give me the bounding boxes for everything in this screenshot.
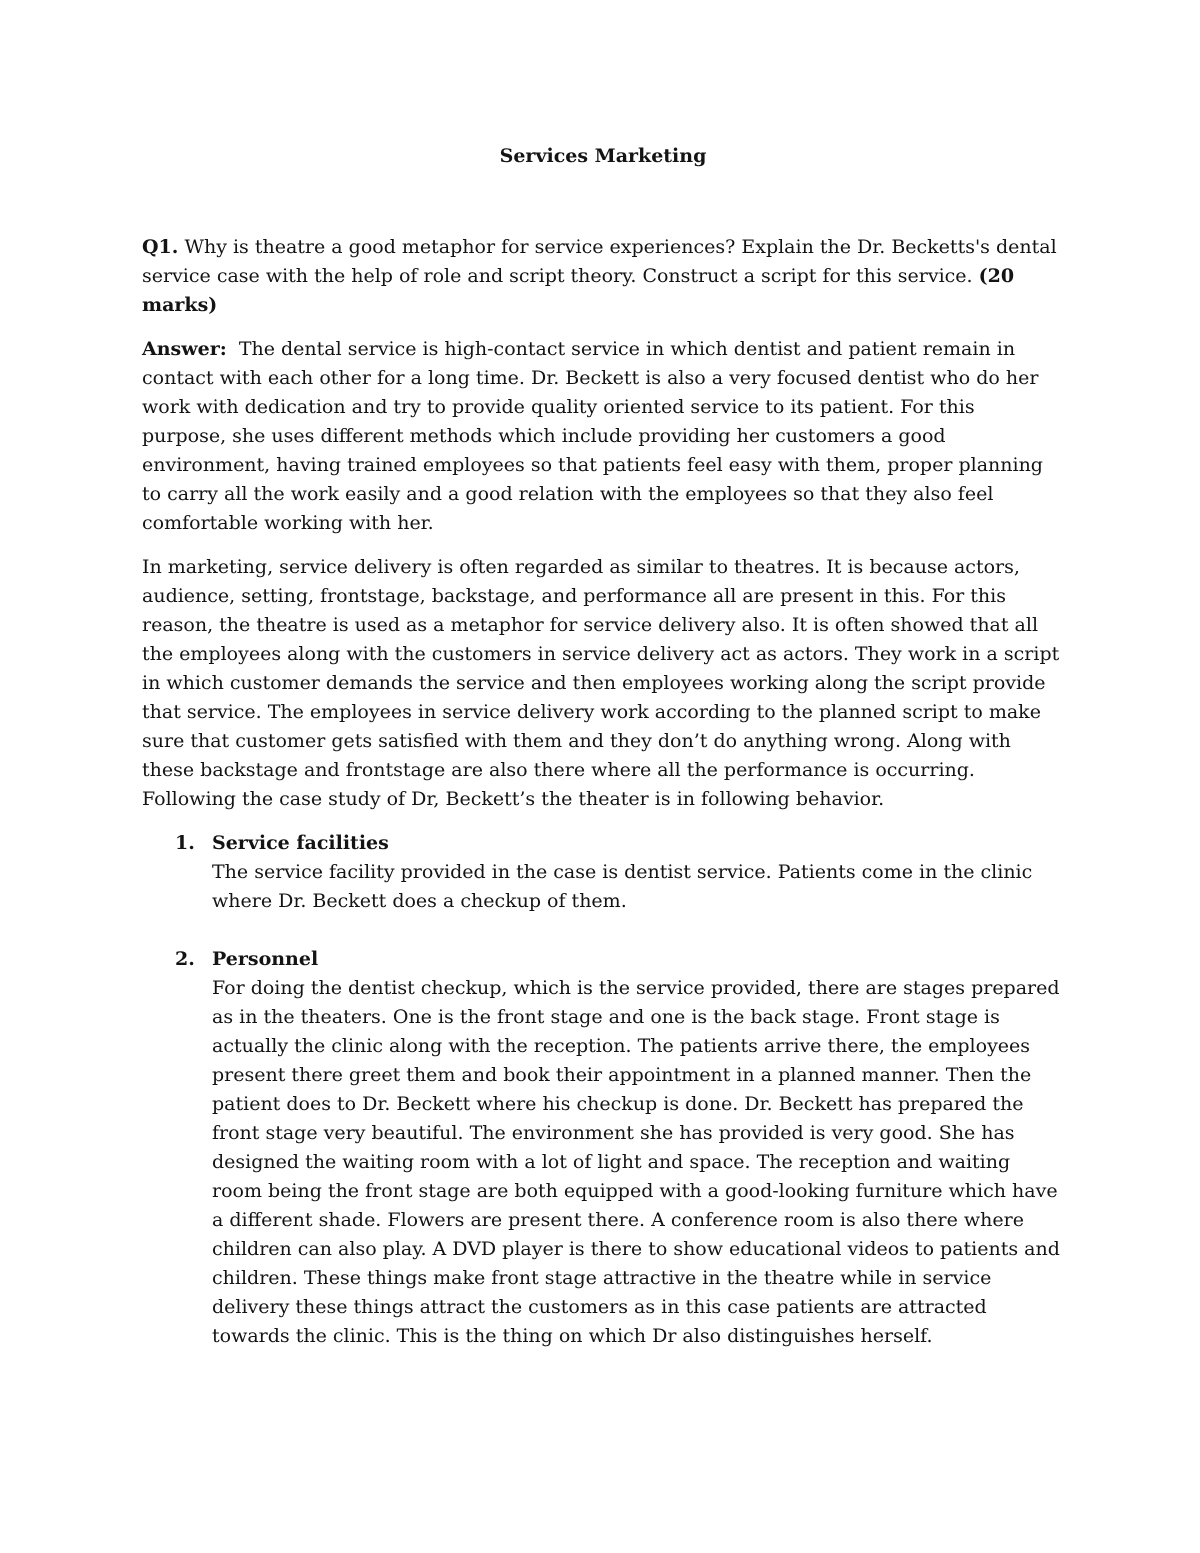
question-label: Q1. [142,236,179,258]
question-paragraph [142,233,1064,320]
page-title: Services Marketing [499,145,707,167]
list-item-body: The service facility provided in the case is dentist service. Patients come in the clinic where Dr. Beckett does a checkup of them. [212,861,1033,912]
question-text: Why is theatre a good metaphor for service experiences? Explain the Dr. Becketts's dental service case with the help of role and script theory. Construct a script for this service. [142,236,1057,287]
document-body [142,142,1064,1380]
answer-text: The dental service is high-contact service in which dentist and patient remain in contact with each other for a long time. Dr. Beckett is also a very focused dentist who do her work with dedication and try to provide quality oriented service to its patient. For this purpose, she uses different methods which include providing her customers a good environment, having trained employees so that patients feel easy with them, proper planning to carry all the work easily and a good relation with the employees so that they also feel comfortable working with her. [142,338,1043,534]
body-paragraph-2: In marketing, service delivery is often regarded as similar to theatres. It is because actors, audience, setting, frontstage, backstage, and performance all are present in this. For this reason, the theatre is used as a metaphor for service delivery also. It is often showed that all the employees along with the customers in service delivery act as actors. They work in a script in which customer demands the service and then employees working along the script provide that service. The employees in service delivery work according to the planned script to make sure that customer gets satisfied with them and they don’t do anything wrong. Along with these backstage and frontstage are also there where all the performance is occurring. Following the case study of Dr, Beckett’s the theater is in following behavior. [142,556,1060,810]
question-marks: (20 marks) [142,265,1015,316]
list-item-heading: Personnel [212,948,319,970]
list-item-body: For doing the dentist checkup, which is the service provided, there are stages prepared as in the theaters. One is the front stage and one is the back stage. Front stage is actually the clinic along with the reception. The patients arrive there, the employees present there greet them and book their appointment in a planned manner. Then the patient does to Dr. Beckett where his checkup is done. Dr. Beckett has prepared the front stage very beautiful. The environment she has provided is very good. She has designed the waiting room with a lot of light and space. The reception and waiting room being the front stage are both equipped with a good-looking furniture which have a different shade. Flowers are present there. A conference room is also there where children can also play. A DVD player is there to show educational videos to patients and children. These things make front stage attractive in the theatre while in service delivery these things attract the customers as in this case patients are attracted towards the clinic. This is the thing on which Dr also distinguishes herself. [212,977,1060,1347]
answer-label: Answer: [142,338,227,360]
list-item-number: 2. [175,948,195,970]
list-item [142,829,1064,916]
list-item [142,945,1064,1351]
numbered-list [142,829,1064,1351]
answer-paragraph [142,335,1064,538]
list-item-heading: Service facilities [212,832,389,854]
list-item-number: 1. [175,832,195,854]
